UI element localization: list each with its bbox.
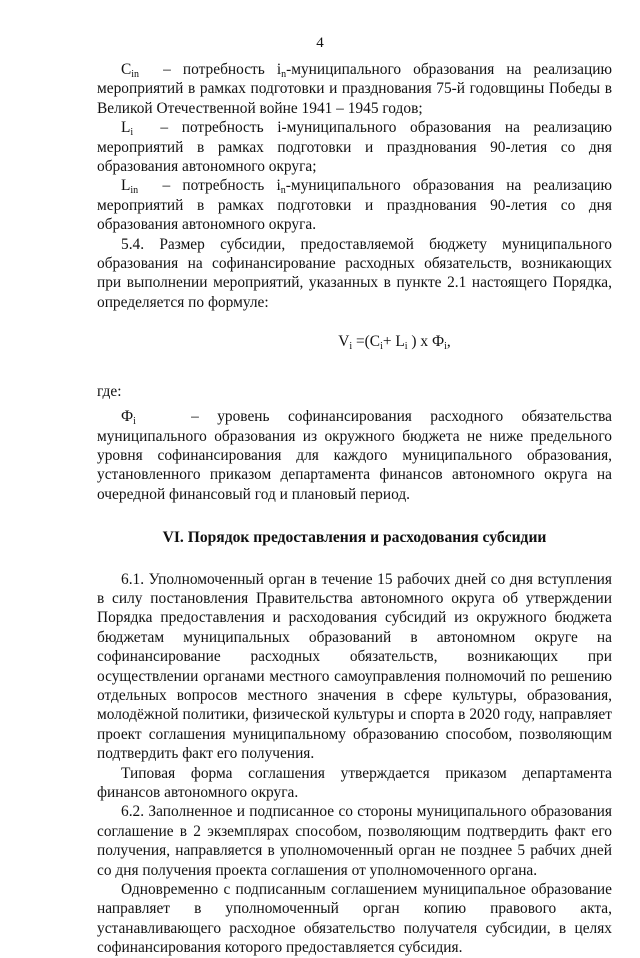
- formula: $V_i =(C_i+ L_i$ ) х $Ф_i$,: [338, 333, 451, 353]
- definition-l-in: $L_{in}$ – потребность $i_n$-муниципального образования на реализацию мероприятий в рамках подготовки и празднования 90-летия со дня образования автономного округа.: [97, 177, 612, 234]
- where-label: где:: [97, 382, 122, 400]
- section-heading: VI. Порядок предоставления и расходования субсидии: [162, 529, 547, 547]
- document-body: [97, 60, 612, 958]
- paragraph-6-1-form: Типовая форма соглашения утверждается приказом департамента финансов автономного округа.: [97, 764, 612, 801]
- paragraph-6-1: 6.1. Уполномоченный орган в течение 15 рабочих дней со дня вступления в силу постановления Правительства автономного округа об утверждении Порядка предоставления и расходования субсидий из окружного бюджета бюджетам муниципальных образований в автономном округе на софинансирование расходных обязательств, возникающих при осуществлении органами местного самоуправления полномочий по решению отдельных вопросов местного значения в сфере культуры, образования, молодёжной политики, физической культуры и спорта в 2020 году, направляет проект соглашения муниципальному образованию способом, позволяющим подтвердить факт его получения.: [97, 570, 612, 763]
- definition-c-in: $C_{in}$ – потребность $i_n$-муниципального образования на реализацию мероприятий в рамках подготовки и празднования 75-й годовщины Победы в Великой Отечественной войне 1941 – 1945 годов;: [97, 61, 612, 117]
- paragraph-6-2: 6.2. Заполненное и подписанное со стороны муниципального образования соглашение в 2 экземплярах способом, позволяющим подтвердить факт его получения, направляется в уполномоченный орган не позднее 5 рабчих дней со дня получения проекта соглашения от уполномоченного органа.: [97, 803, 612, 879]
- definition-l-i: $L_i$ – потребность i-муниципального образования на реализацию мероприятий в рамках подготовки и празднования 90-летия со дня образования автономного округа;: [97, 119, 612, 176]
- paragraph-6-2-copy: Одновременно с подписанным соглашением муниципальное образование направляет в уполномоченный орган копию правового акта, устанавливающего расходное обязательство получателя субсидии, в целях софинансирования которого предоставляется субсидия.: [97, 881, 612, 957]
- paragraph-5-4: 5.4. Размер субсидии, предоставляемой бюджету муниципального образования на софинансирование расходных обязательств, возникающих при выполнении мероприятий, указанных в пункте 2.1 настоящего Порядка, определяется по формуле:: [97, 235, 612, 311]
- page-number: 4: [316, 35, 324, 51]
- definition-phi: $Ф_i$ – уровень софинансирования расходного обязательства муниципального образования из окружного бюджета не ниже предельного уровня софинансирования для каждого муниципального образования, установленного приказом департамента финансов автономного округа на очередной финансовый год и плановый период.: [97, 408, 612, 503]
